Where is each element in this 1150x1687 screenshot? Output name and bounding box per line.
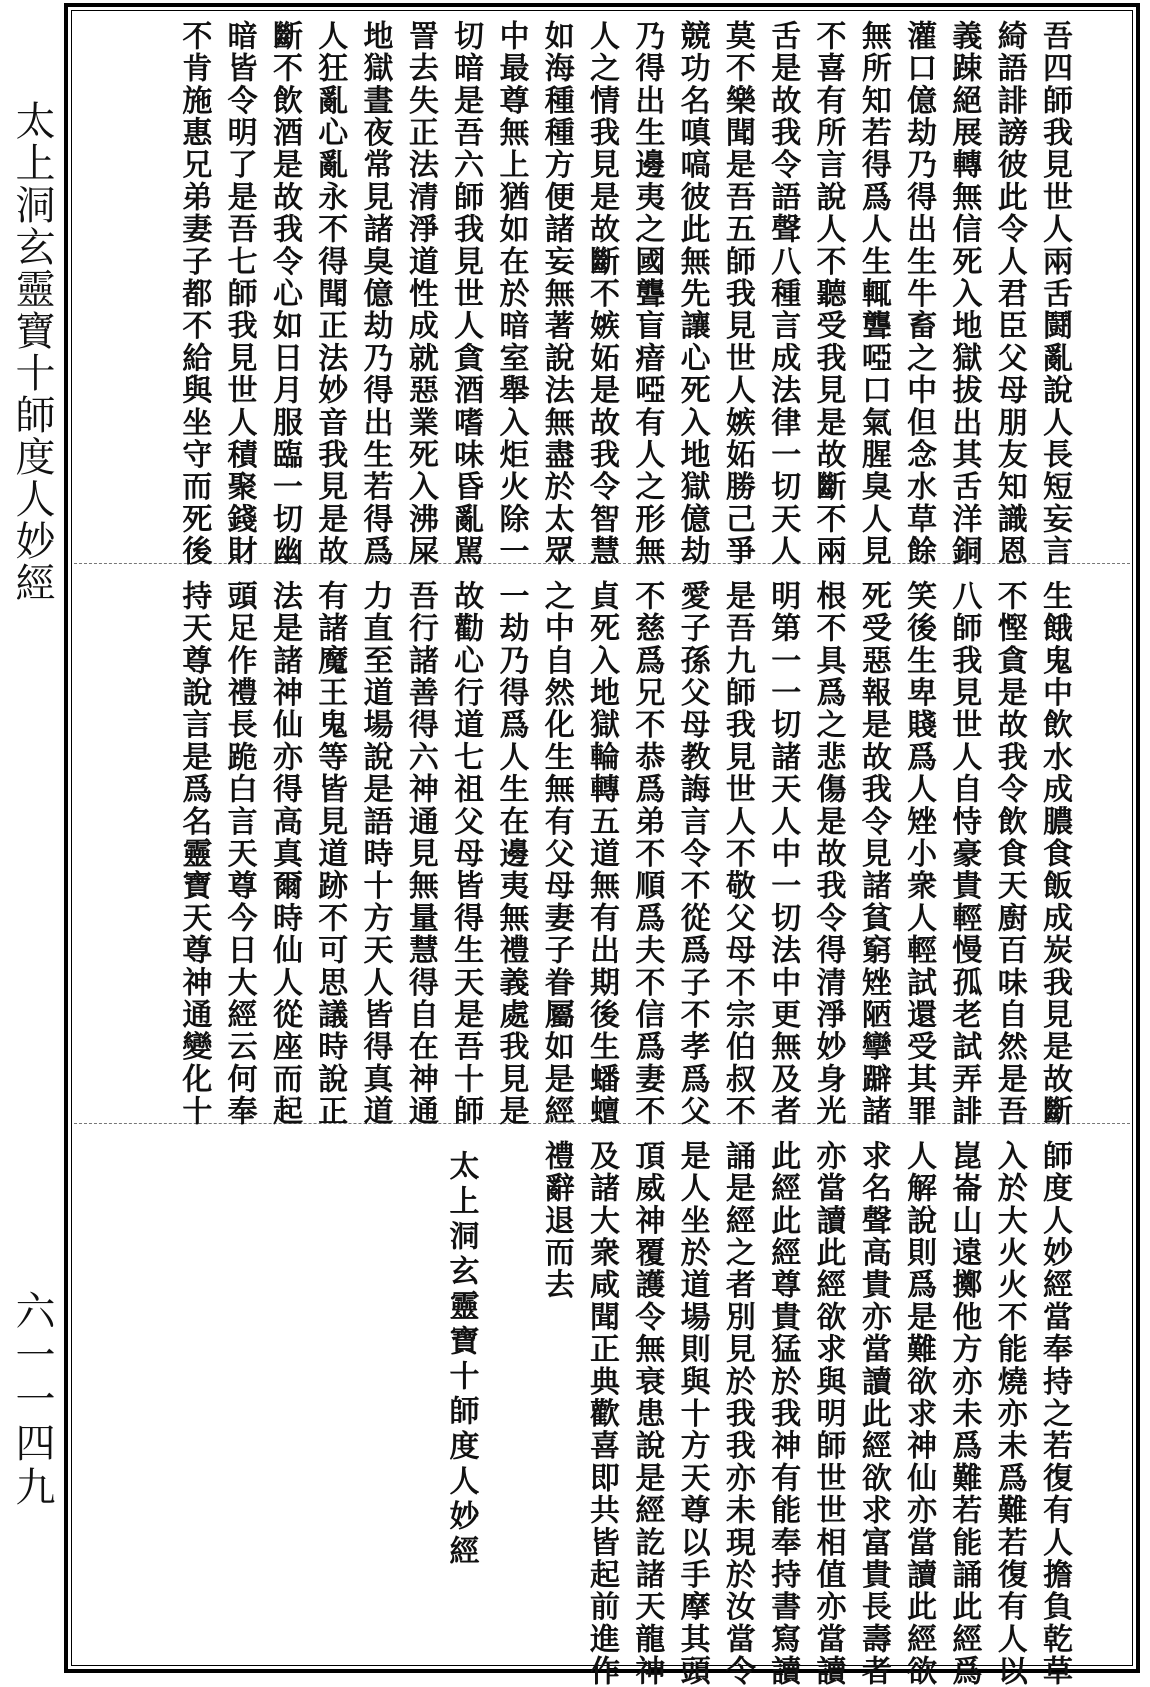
text-column: 故勸心行道七祖父母皆得生天是吾十師 [448, 580, 484, 1128]
text-column: 愛子孫父母教誨言令不從爲子不孝爲父 [674, 580, 710, 1128]
text-column: 地獄晝夜常見諸臭億劫乃得出生若得爲 [357, 20, 393, 568]
text-column: 綺語誹謗彼此令人君臣父母朋友知識恩 [991, 20, 1027, 568]
text-column: 人解說則爲是難欲求神仙亦當讀此經欲 [901, 1140, 937, 1687]
text-column: 切暗是吾六師我見世人貪酒嗜味昏亂駡 [448, 20, 484, 568]
text-column: 人狂亂心亂永不得聞正法妙音我見是故 [312, 20, 348, 568]
text-column: 是人坐於道場則與十方天尊以手摩其頭 [674, 1140, 710, 1687]
text-column: 不喜有所言說人不聽受我見是故斷不兩 [810, 20, 846, 568]
text-column: 此經此經尊貴猛於我神有能奉持書寫讀 [765, 1140, 801, 1687]
text-column: 一劫乃得爲人生在邊夷無禮義處我見是 [493, 580, 529, 1128]
text-column: 暗皆令明了是吾七師我見世人積聚錢財 [221, 20, 257, 568]
text-column: 乃得出生邊夷之國聾盲瘖啞有人之形無 [629, 20, 665, 568]
text-column: 不肯施惠兄弟妻子都不給與坐守而死後 [176, 20, 212, 568]
text-column: 莫不樂聞是吾五師我見世人嫉妬勝己爭 [719, 20, 755, 568]
running-title: 太上洞玄靈寶十師度人妙經 [9, 100, 55, 604]
text-column: 吾四師我見世人兩舌鬪亂說人長短妄言 [1037, 20, 1072, 568]
text-column: 師度人妙經當奉持之若復有人擔負乾草 [1037, 1140, 1072, 1687]
text-column: 明第一一切諸天人中一切法中更無及者 [765, 580, 801, 1128]
text-column: 持天尊說言是爲名靈寶天尊神通變化十 [176, 580, 212, 1128]
text-column: 頭足作禮長跪白言天尊今日大經云何奉 [221, 580, 257, 1128]
text-column: 生餓鬼中飲水成膿食飯成炭我見是故斷 [1037, 580, 1072, 1128]
text-register-bottom [72, 1140, 1076, 1687]
text-column: 崑崙山遠擲他方亦未爲難若能誦此經爲 [946, 1140, 982, 1687]
text-column: 有諸魔王鬼等皆見道跡不可思議時說正 [312, 580, 348, 1128]
text-column: 之中自然化生無有父母妻子眷屬如是經 [538, 580, 574, 1128]
text-column: 根不具爲之悲傷是故我令得清淨妙身光 [810, 580, 846, 1128]
text-column: 笑後生卑賤爲人矬小衆人輕試還受其罪 [901, 580, 937, 1128]
text-column: 死受惡報是故我令見諸貧窮矬陋攣躃諸 [855, 580, 891, 1128]
text-column: 入於大火火不能燒亦未爲難若復有人以 [991, 1140, 1027, 1687]
text-column: 誦是經之者別見於我我亦未現於汝當令 [719, 1140, 755, 1687]
text-column: 人之情我見是故斷不嫉妬是故我令智慧 [584, 20, 620, 568]
text-column: 灌口億劫乃得出生牛畜之中但念水草餘 [901, 20, 937, 568]
text-column: 頂威神覆護令無衰患說是經訖諸天龍神 [629, 1140, 665, 1687]
text-column: 是吾九師我見世人不敬父母不宗伯叔不 [719, 580, 755, 1128]
text-column: 舌是故我令語聲八種言成法律一切天人 [765, 20, 801, 568]
colophon-title: 太上洞玄靈寶十師度人妙經 [443, 1150, 479, 1570]
text-column: 斷不飲酒是故我令心如日月服臨一切幽 [266, 20, 302, 568]
text-register-top [72, 20, 1076, 568]
text-column: 力直至道場說是語時十方天人皆得真道 [357, 580, 393, 1128]
text-column: 詈去失正法清淨道性成就惡業死入沸屎 [402, 20, 438, 568]
text-column: 競功名嗔嗃彼此無先讓心死入地獄億劫 [674, 20, 710, 568]
text-column: 貞死入地獄輪轉五道無有出期後生蟠蟺 [584, 580, 620, 1128]
column-gap [482, 1140, 532, 1660]
text-column: 義踈絕展轉無信死入地獄拔出其舌洋銅 [946, 20, 982, 568]
text-column: 吾行諸善得六神通見無量慧得自在神通 [402, 580, 438, 1128]
text-column: 八師我見世人自恃豪貴輕慢孤老試弄誹 [946, 580, 982, 1128]
text-column: 不慳貪是故我令飲食天廚百味自然是吾 [991, 580, 1027, 1128]
text-column: 如海種種方便諸妄無著說法無盡於太眾 [538, 20, 574, 568]
text-column: 求名聲高貴亦當讀此經欲求富貴長壽者 [855, 1140, 891, 1687]
text-column: 亦當讀此經欲求與明師世世相值亦當讀 [810, 1140, 846, 1687]
text-column: 禮辭退而去 [538, 1140, 574, 1301]
text-column: 無所知若得爲人生輒聾啞口氣腥臭人見 [855, 20, 891, 568]
text-column: 中最尊無上猶如在於暗室舉入炬火除一 [493, 20, 529, 568]
text-column: 及諸大衆咸聞正典歡喜即共皆起前進作 [584, 1140, 620, 1687]
text-column: 不慈爲兄不恭爲弟不順爲夫不信爲妻不 [629, 580, 665, 1128]
text-column: 法是諸神仙亦得高真爾時仙人從座而起 [266, 580, 302, 1128]
text-register-middle [72, 580, 1076, 1128]
page-number: 六一一四九 [9, 1290, 55, 1510]
